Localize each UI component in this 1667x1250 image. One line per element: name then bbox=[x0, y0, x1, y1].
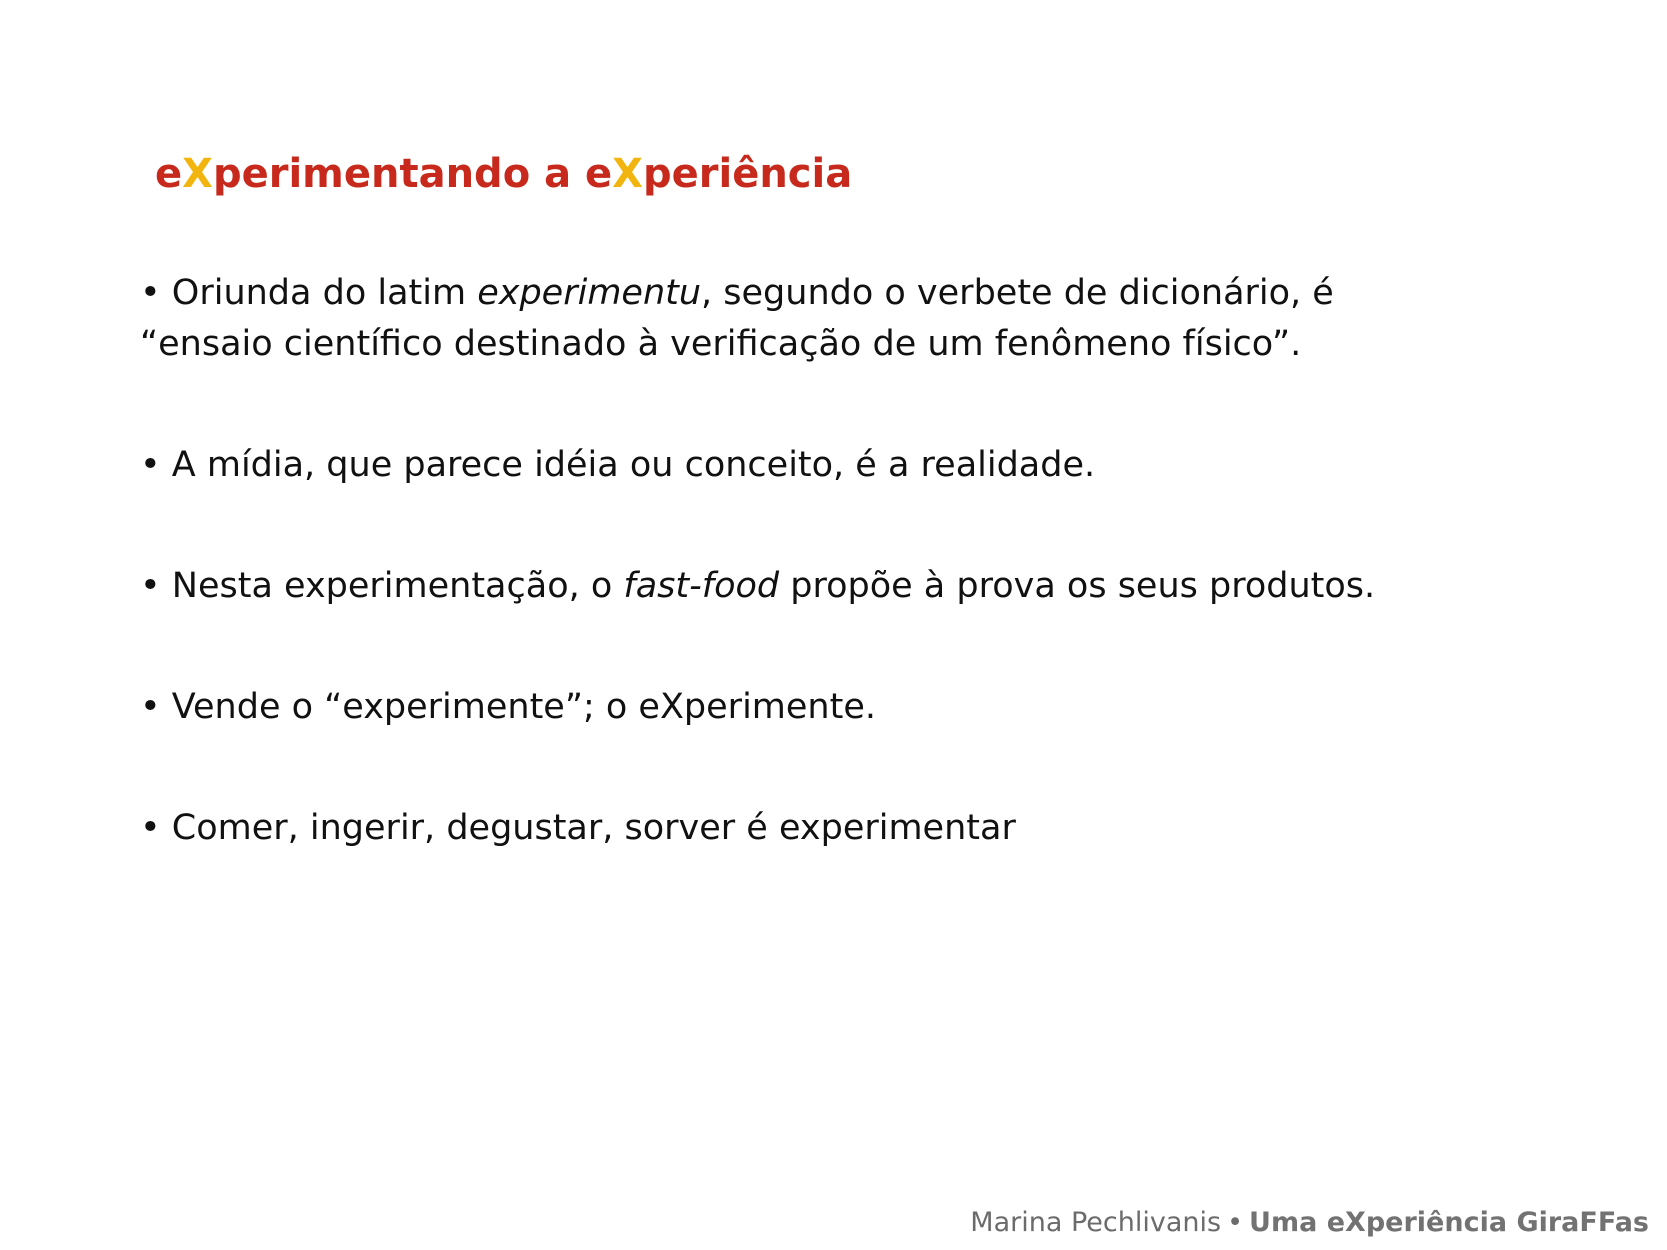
bullet-text-continued: , segundo o verbete de dicionário, é “ensaio científico destinado à verificação de um fenômeno físico”. bbox=[140, 273, 1334, 364]
bullet-text: Nesta experimentação, o bbox=[160, 566, 624, 606]
bullet-item bbox=[140, 561, 1470, 612]
bullet-text: A mídia, que parece idéia ou conceito, é a realidade. bbox=[160, 445, 1096, 485]
title-part-2: perimentando a e bbox=[212, 151, 613, 197]
bullet-text: Oriunda do latim bbox=[160, 273, 478, 313]
bullet-marker: • bbox=[140, 687, 161, 727]
bullet-list bbox=[140, 268, 1470, 924]
bullet-item bbox=[140, 268, 1470, 370]
bullet-text: Comer, ingerir, degustar, sorver é experimentar bbox=[160, 808, 1016, 848]
bullet-item bbox=[140, 440, 1470, 491]
bullet-italic-text: experimentu bbox=[477, 273, 702, 313]
title-highlight-x-1: X bbox=[182, 151, 213, 197]
title-part-3: periência bbox=[643, 151, 853, 197]
title-highlight-x-2: X bbox=[612, 151, 643, 197]
bullet-text: Vende o “experimente”; o eXperimente. bbox=[160, 687, 876, 727]
bullet-item bbox=[140, 682, 1470, 733]
title-part-1: e bbox=[155, 151, 183, 197]
bullet-marker: • bbox=[140, 445, 161, 485]
footer-work-title: Uma eXperiência GiraFFas bbox=[1249, 1207, 1649, 1238]
bullet-italic-text: fast-food bbox=[623, 566, 780, 606]
footer-separator: • bbox=[1227, 1207, 1244, 1238]
slide-title bbox=[155, 144, 852, 204]
bullet-marker: • bbox=[140, 273, 161, 313]
footer-author: Marina Pechlivanis bbox=[970, 1207, 1222, 1238]
bullet-text-continued: propõe à prova os seus produtos. bbox=[779, 566, 1376, 606]
bullet-marker: • bbox=[140, 566, 161, 606]
bullet-marker: • bbox=[140, 808, 161, 848]
bullet-item bbox=[140, 803, 1470, 854]
slide-footer bbox=[970, 1203, 1649, 1243]
